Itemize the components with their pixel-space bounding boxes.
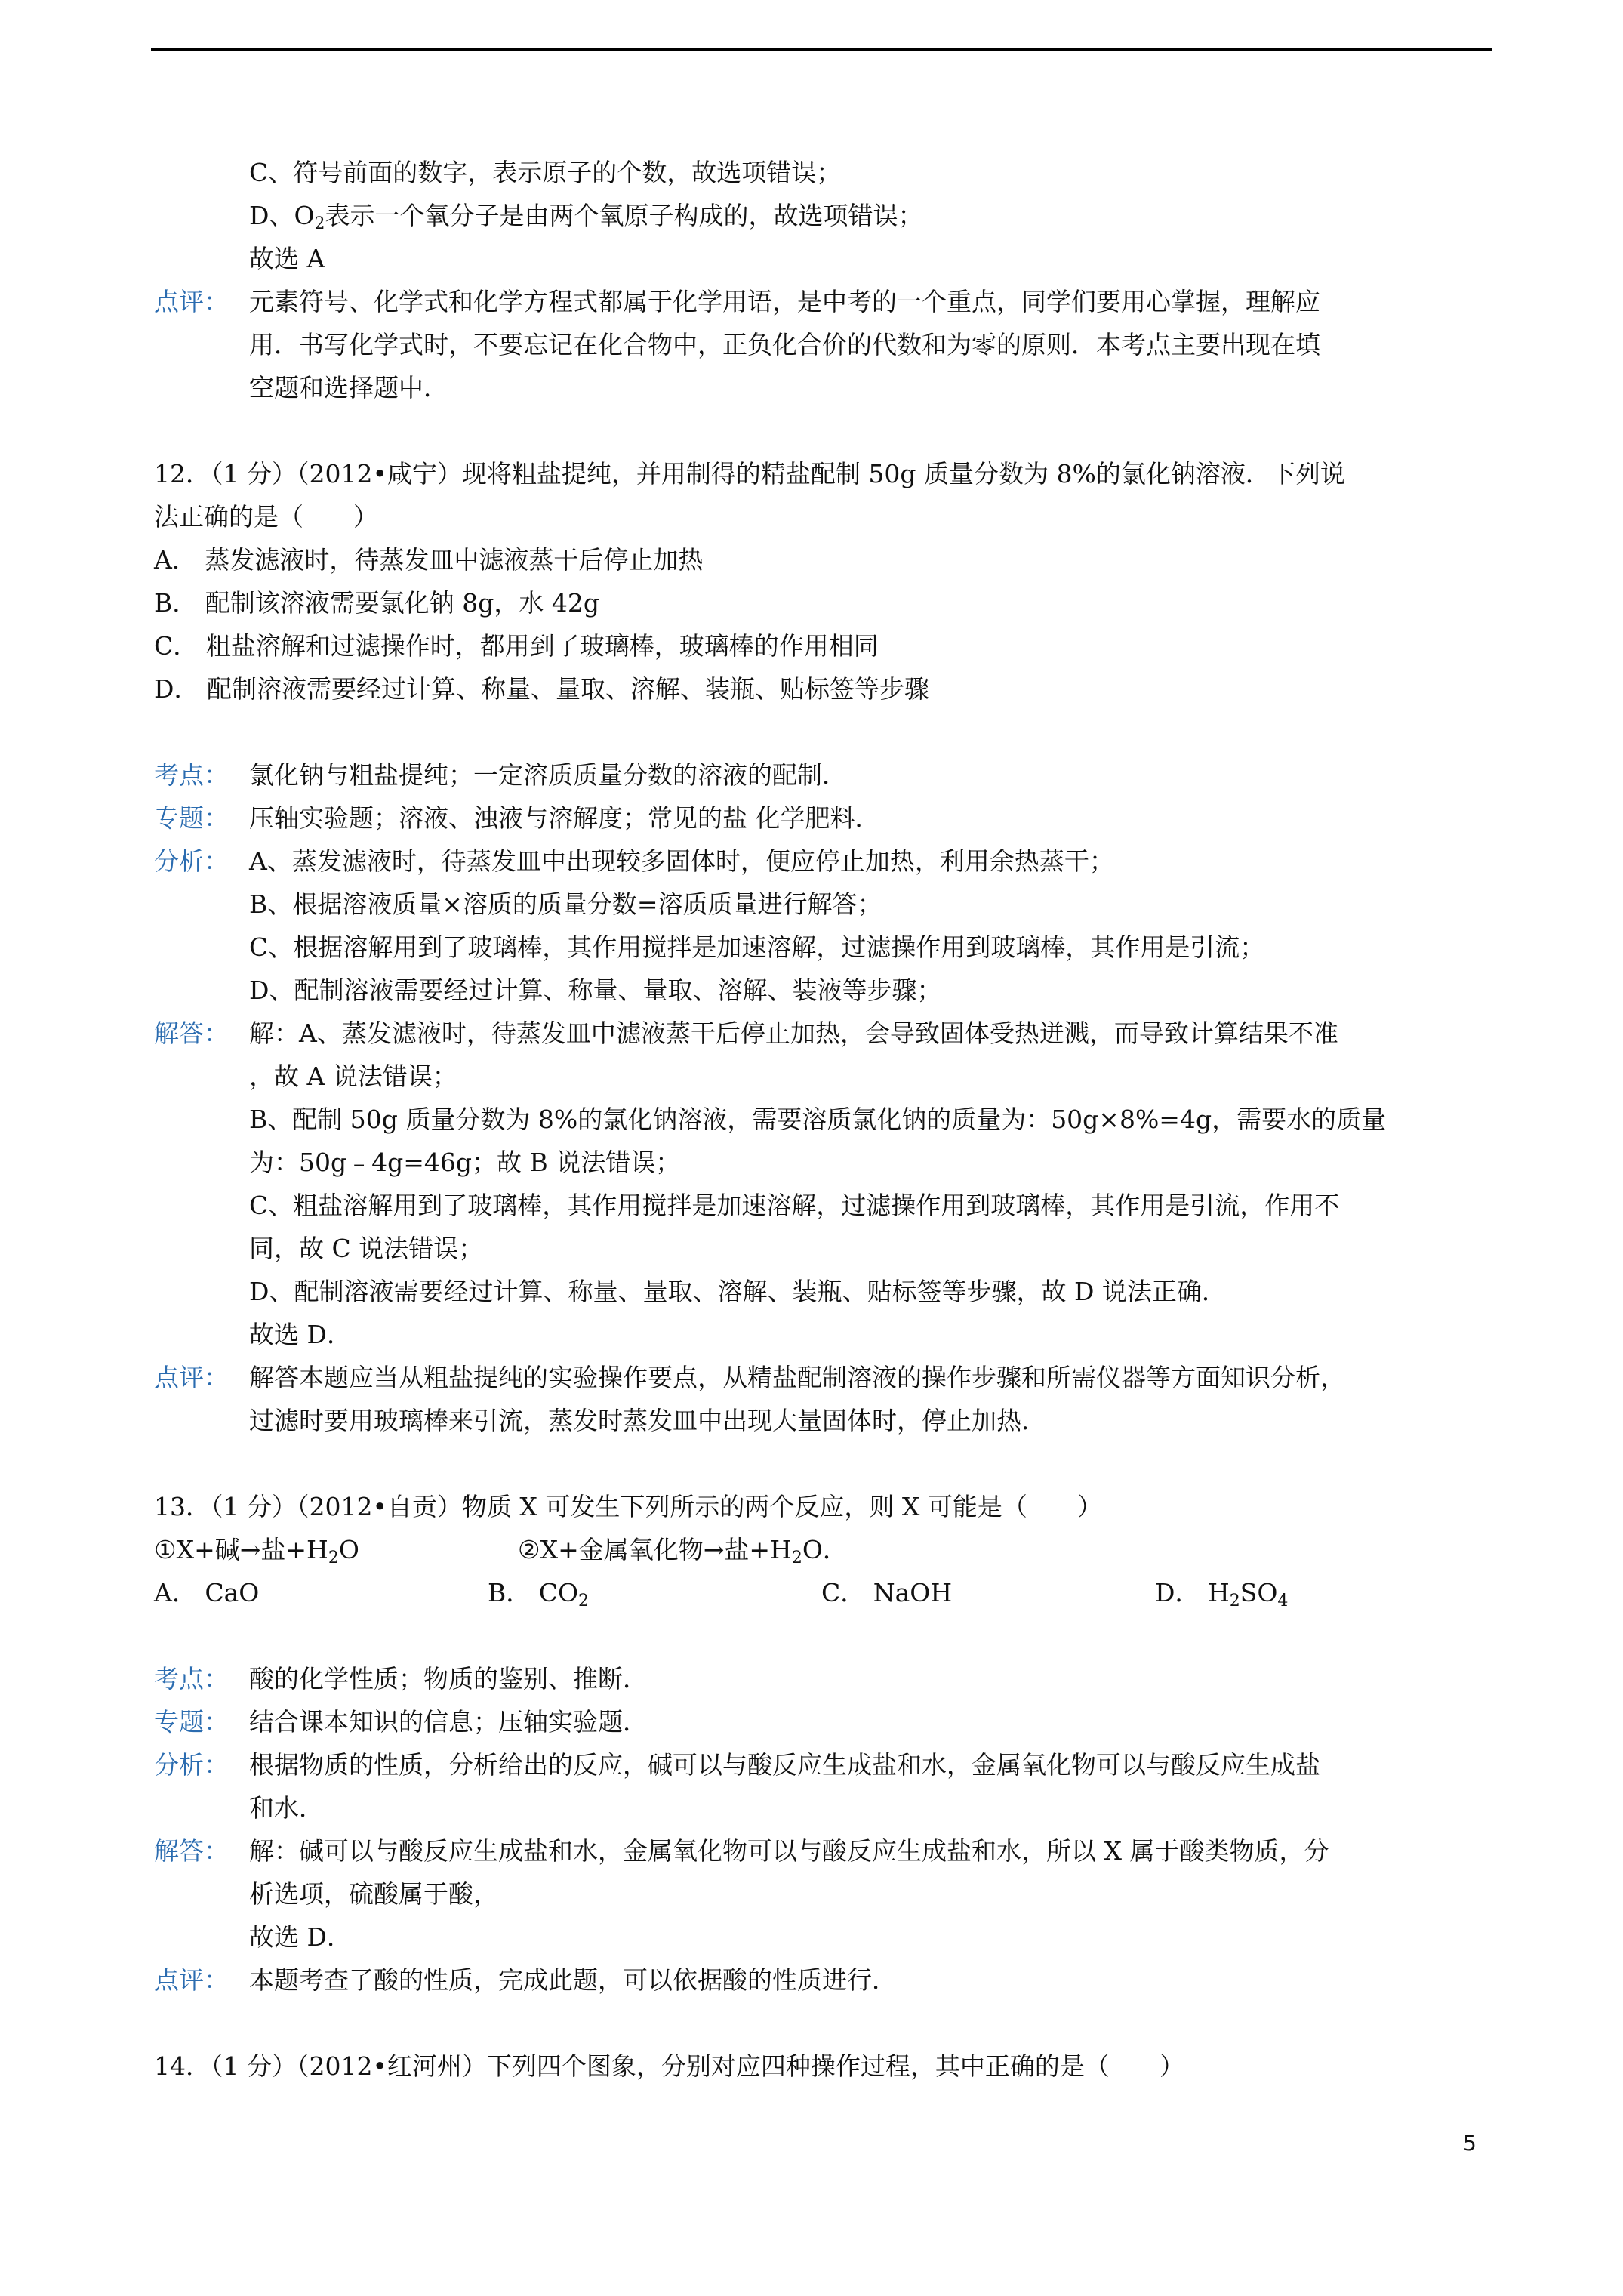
prev-option-d-analysis: D、$O_2$表示一个氧分子是由两个氧原子构成的，故选项错误； (249, 201, 923, 233)
q12-dianping-line: 过滤时要用玻璃棒来引流，蒸发时蒸发皿中出现大量固体时，停止加热． (249, 1406, 1046, 1435)
q12-option-d: D． 配制溶液需要经过计算、称量、量取、溶解、装瓶、贴标签等步骤 (154, 674, 929, 704)
q12-jieda-line: B、配制 50g 质量分数为 8%的氯化钠溶液，需要溶质氯化钠的质量为：50g×8%=4g，需要水的质量 (249, 1105, 1387, 1134)
q12-jieda-line: D、配制溶液需要经过计算、称量、量取、溶解、装瓶、贴标签等步骤，故 D 说法正确． (249, 1277, 1227, 1306)
jieda-label: 解答： (154, 1836, 229, 1866)
q12-jieda: 解答： 解：A、蒸发滤液时，待蒸发皿中滤液蒸干后停止加热，会导致固体受热迸溅，而导致计算结果不准 (154, 1012, 1495, 1055)
page-number: 5 (1463, 2131, 1477, 2156)
q12-stem: 12．（1 分）（2012•咸宁）现将粗盐提纯，并用制得的精盐配制 50g 质量分数为 8%的氯化钠溶液．下列说 (154, 459, 1345, 488)
q13-jieda-line: 析选项，硫酸属于酸， (249, 1879, 498, 1909)
q13-reactions (154, 1528, 1495, 1571)
q13-zhuanti: 专题： 结合课本知识的信息；压轴实验题． (154, 1700, 1495, 1743)
q12-kaodian: 考点： 氯化钠与粗盐提纯；一定溶质质量分数的溶液的配制． (154, 754, 1495, 797)
q13-option-a: A． CaO (154, 1578, 260, 1607)
q12-fenxi-line: B、根据溶液质量×溶质的质量分数=溶质质量进行解答； (249, 889, 882, 919)
q12-jieda-line: 故选 D． (249, 1320, 352, 1349)
fenxi-label: 分析： (154, 846, 229, 876)
q14-stem: 14．（1 分）（2012•红河州）下列四个图象，分别对应四种操作过程，其中正确的是（ ） (154, 2051, 1184, 2081)
q12-dianping: 点评： 解答本题应当从粗盐提纯的实验操作要点，从精盐配制溶液的操作步骤和所需仪器等方面知识分析， (154, 1356, 1495, 1399)
q13-option-b: B． $CO_2$ (488, 1578, 590, 1610)
q12-option-a: A． 蒸发滤液时，待蒸发皿中滤液蒸干后停止加热 (154, 545, 704, 575)
zhuanti-label: 专题： (154, 803, 229, 833)
header-rule (151, 48, 1492, 51)
q12-jieda-line: 同，故 C 说法错误； (249, 1234, 484, 1263)
page-content (154, 151, 1495, 2088)
q12-fenxi-line: C、根据溶解用到了玻璃棒，其作用搅拌是加速溶解，过滤操作用到玻璃棒，其作用是引流； (249, 932, 1265, 962)
q13-dianping: 点评： 本题考查了酸的性质，完成此题，可以依据酸的性质进行． (154, 1959, 1495, 2002)
q12-fenxi: 分析： A、蒸发滤液时，待蒸发皿中出现较多固体时，便应停止加热，利用余热蒸干； (154, 840, 1495, 883)
q12-zhuanti: 专题： 压轴实验题；溶液、浊液与溶解度；常见的盐 化学肥料． (154, 797, 1495, 840)
prev-comment-line: 空题和选择题中． (249, 373, 448, 402)
prev-option-c-analysis: C、符号前面的数字，表示原子的个数，故选项错误； (249, 158, 842, 187)
q12-option-b: B． 配制该溶液需要氯化钠 8g，水 42g (154, 588, 599, 618)
dianping-label: 点评： (154, 1965, 229, 1995)
prev-answer: 故选 A (249, 244, 325, 273)
prev-comment: 点评： 元素符号、化学式和化学方程式都属于化学用语，是中考的一个重点，同学们要用心掌握，理解应 (154, 280, 1495, 323)
q13-fenxi-line: 和水． (249, 1793, 324, 1823)
q13-option-c: C． NaOH (821, 1578, 953, 1607)
q13-option-d: D． $H_2SO_4$ (1155, 1578, 1289, 1610)
prev-comment-line: 用．书写化学式时，不要忘记在化合物中，正负化合价的代数和为零的原则．本考点主要出现在填 (249, 330, 1320, 359)
q12-stem-cont: 法正确的是（ ） (154, 502, 378, 532)
q12-jieda-line: ，故 A 说法错误； (249, 1062, 457, 1091)
kaodian-label: 考点： (154, 760, 229, 790)
q13-stem: 13．（1 分）（2012•自贡）物质 X 可发生下列所示的两个反应，则 X 可能是（ ） (154, 1492, 1102, 1521)
q13-fenxi: 分析： 根据物质的性质，分析给出的反应，碱可以与酸反应生成盐和水，金属氧化物可以与酸反应生成盐 (154, 1743, 1495, 1786)
dianping-label: 点评： (154, 1363, 229, 1392)
jieda-label: 解答： (154, 1019, 229, 1048)
q12-option-c: C． 粗盐溶解和过滤操作时，都用到了玻璃棒，玻璃棒的作用相同 (154, 631, 879, 661)
q13-options (154, 1571, 1495, 1614)
q13-jieda-line: 故选 D． (249, 1922, 352, 1952)
q13-jieda: 解答： 解：碱可以与酸反应生成盐和水，金属氧化物可以与酸反应生成盐和水，所以 X 属于酸类物质，分 (154, 1829, 1495, 1872)
q13-kaodian: 考点： 酸的化学性质；物质的鉴别、推断． (154, 1657, 1495, 1700)
q13-reaction-1: ①X+碱→盐$+H_2O$ (154, 1535, 359, 1567)
zhuanti-label: 专题： (154, 1707, 229, 1737)
comment-label: 点评： (154, 287, 229, 316)
kaodian-label: 考点： (154, 1664, 229, 1693)
q12-jieda-line: 为：50g﹣4g=46g；故 B 说法错误； (249, 1148, 681, 1177)
fenxi-label: 分析： (154, 1750, 229, 1780)
q12-fenxi-line: D、配制溶液需要经过计算、称量、量取、溶解、装液等步骤； (249, 975, 942, 1005)
q12-jieda-line: C、粗盐溶解用到了玻璃棒，其作用搅拌是加速溶解，过滤操作用到玻璃棒，其作用是引流，作用不 (249, 1191, 1340, 1220)
q13-reaction-2: ②X+金属氧化物→盐$+H_2O$． (518, 1535, 848, 1567)
